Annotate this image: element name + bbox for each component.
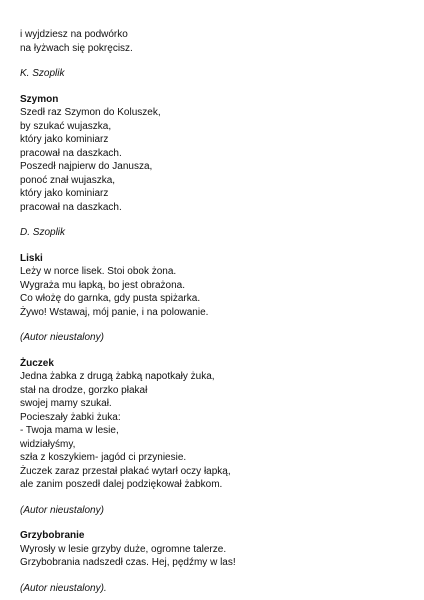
author-attribution: (Autor nieustalony). [20, 582, 107, 594]
poem-body-szymon [20, 106, 410, 214]
poem-line: Jedna żabka z drugą żabką napotkały żuka, [20, 371, 215, 382]
poem-line: Co włożę do garnka, gdy pusta spiżarka. [20, 293, 201, 304]
poem-title-zuczek: Żuczek [20, 357, 54, 369]
poem-title-grzybobranie: Grzybobranie [20, 530, 85, 541]
poem-line: Poszedł najpierw do Janusza, [20, 161, 153, 172]
poem-line: na łyżwach się pokręcisz. [20, 42, 133, 54]
intro-stanza [20, 28, 410, 55]
author-attribution: (Autor nieustalony) [20, 504, 104, 516]
poem-line: Grzybobrania nadszedł czas. Hej, pędźmy w las! [20, 557, 236, 568]
poem-title-szymon: Szymon [20, 93, 59, 105]
poem-line: Leży w norce lisek. Stoi obok żona. [20, 266, 177, 277]
poem-line: pracował na daszkach. [20, 147, 122, 159]
poem-body-liski [20, 265, 410, 319]
poem-line: by szukać wujaszka, [20, 120, 112, 132]
poem-body-zuczek [20, 370, 410, 492]
poem-line: i wyjdziesz na podwórko [20, 29, 128, 40]
poem-line: Wygraża mu łapką, bo jest obrażona. [20, 279, 185, 291]
document-page [20, 28, 410, 595]
poem-line: swojej mamy szukał. [20, 398, 112, 409]
poem-line: Żuczek zaraz przestał płakać wytarł oczy łapką, [20, 465, 231, 477]
poem-line: widziałyśmy, [20, 438, 76, 450]
poem-title-liski: Liski [20, 252, 43, 264]
poem-line: który jako kominiarz [20, 134, 109, 145]
poem-line: ale zanim poszedł dalej podziękował żabkom. [20, 479, 223, 490]
poem-line: który jako kominiarz [20, 188, 109, 199]
poem-line: Pocieszały żabki żuka: [20, 411, 121, 423]
poem-line: szła z koszykiem- jagód ci przyniesie. [20, 452, 187, 463]
poem-line: Wyrosły w lesie grzyby duże, ogromne talerze. [20, 543, 227, 555]
poem-line: Szedł raz Szymon do Koluszek, [20, 107, 161, 118]
poem-body-grzybobranie [20, 543, 410, 570]
author-attribution: D. Szoplik [20, 227, 66, 238]
poem-line: ponoć znał wujaszka, [20, 174, 116, 186]
poem-line: pracował na daszkach. [20, 201, 122, 213]
author-attribution: (Autor nieustalony) [20, 332, 104, 343]
author-attribution: K. Szoplik [20, 68, 65, 79]
poem-line: - Twoja mama w lesie, [20, 425, 119, 436]
poem-line: stał na drodze, gorzko płakał [20, 384, 148, 396]
poem-line: Żywo! Wstawaj, mój panie, i na polowanie. [20, 306, 209, 318]
